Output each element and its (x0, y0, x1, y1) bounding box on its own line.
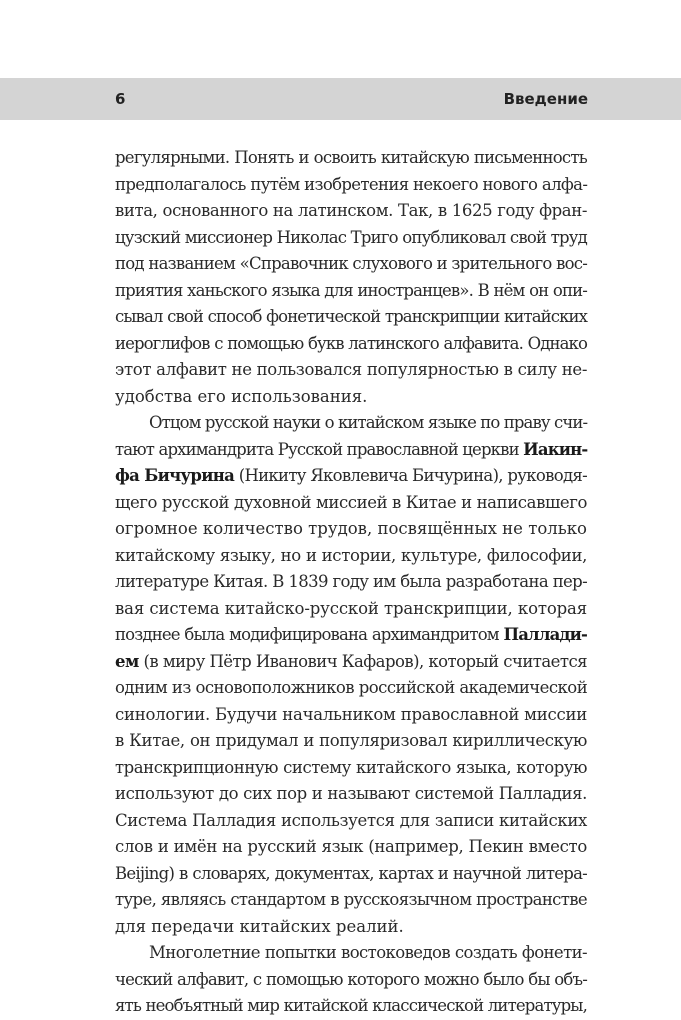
text-line: сывал свой способ фонетической транскрипции китайских (115, 307, 587, 326)
text-line: предполагалось путём изобретения некоего нового алфа- (115, 174, 588, 194)
page-number: 6 (115, 90, 126, 108)
text-line: вая система китайско-русской транскрипции, которая (115, 598, 587, 618)
text-line: под названием «Справочник слухового и зрительного вос- (115, 254, 588, 273)
text-line: тают архимандрита Русской православной церкви Иакин- (115, 439, 588, 459)
running-head-title: Введение (503, 90, 588, 108)
text-line: вита, основанного на латинском. Так, в 1625 году фран- (115, 201, 587, 220)
text-line: цузский миссионер Николас Триго опубликовал свой труд (115, 227, 587, 247)
text-line: Система Палладия используется для записи китайских (115, 810, 587, 830)
bold-name: фа Бичурина (115, 466, 235, 485)
text-line: ческий алфавит, с помощью которого можно было бы объ- (115, 969, 587, 989)
text-line: фа Бичурина (Никиту Яковлевича Бичурина), руководя- (115, 466, 587, 485)
text-line: ем (в миру Пётр Иванович Кафаров), который считается (115, 651, 587, 671)
bold-name: ем (115, 651, 139, 671)
text-line: китайскому языку, но и истории, культуре, философии, (115, 545, 587, 565)
text-line: щего русской духовной миссией в Китае и написавшего (115, 492, 588, 512)
text-line: иероглифов с помощью букв латинского алфавита. Однако (115, 333, 587, 353)
text-line: Многолетние попытки востоковедов создать фонети- (149, 943, 587, 962)
text-line: используют до сих пор и называют системой Палладия. (115, 784, 587, 803)
text-line: огромное количество трудов, посвящённых не только (115, 519, 587, 538)
text-line: синологии. Будучи начальником православной миссии (115, 704, 587, 724)
text-line: туре, являясь стандартом в русскоязычном пространстве (115, 890, 587, 909)
text-line: позднее была модифицирована архимандритом Паллади- (115, 625, 587, 644)
text-line: Отцом русской науки о китайском языке по праву счи- (149, 413, 588, 432)
text-line: для передачи китайских реалий. (115, 916, 404, 936)
text-line: транскрипционную систему китайского языка, которую (115, 757, 587, 777)
bold-name: Иакин- (523, 439, 588, 459)
text-line: литературе Китая. В 1839 году им была разработана пер- (115, 572, 587, 591)
text-line: Beijing) в словарях, документах, картах и научной литера- (115, 863, 587, 883)
text-line: слов и имён на русский язык (например, Пекин вместо (115, 837, 587, 856)
text-line: приятия ханьского языка для иностранцев». В нём он опи- (115, 280, 587, 300)
body-text (115, 145, 587, 1020)
bold-name: Паллади- (503, 625, 587, 644)
text-line: одним из основоположников российской академической (115, 678, 588, 697)
text-line: регулярными. Понять и освоить китайскую письменность (115, 148, 587, 167)
text-line: в Китае, он придумал и популяризовал кириллическую (115, 731, 587, 750)
text-line: этот алфавит не пользовался популярностью в силу не- (115, 360, 588, 379)
text-line: удобства его использования. (115, 386, 368, 406)
text-line: ять необъятный мир китайской классической литературы, (115, 996, 587, 1015)
